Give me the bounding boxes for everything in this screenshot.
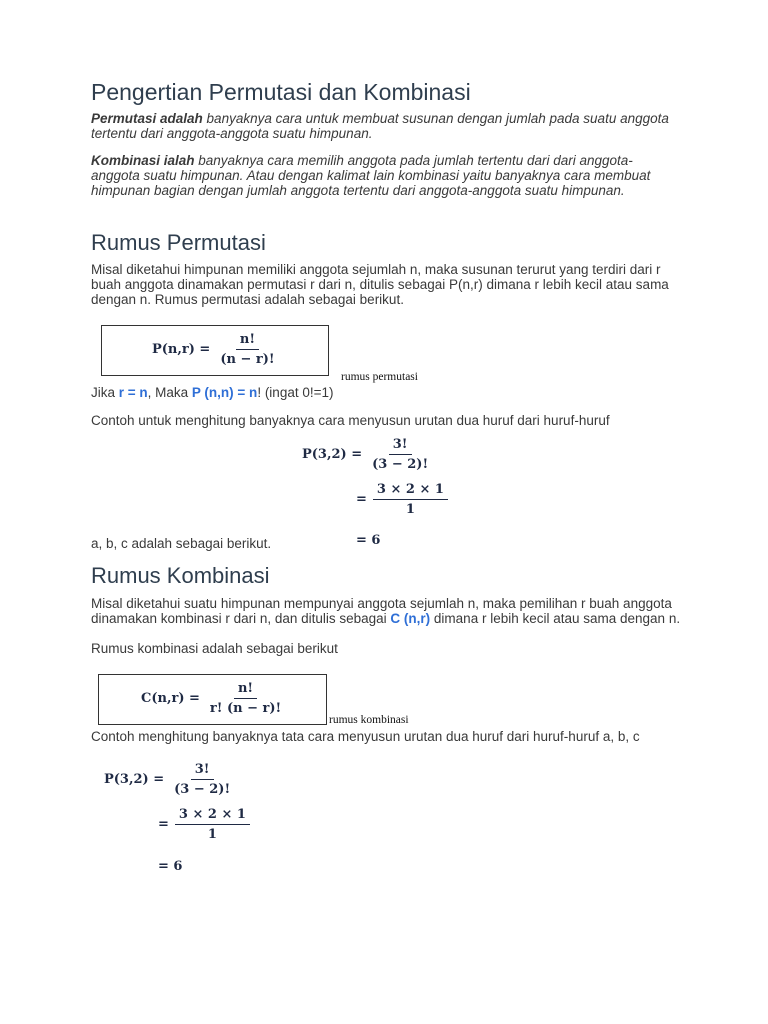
kombinasi-example-numerator-1: 3! [191, 762, 214, 780]
kombinasi-formula-fraction [206, 681, 285, 716]
permutasi-contoh: Contoh untuk menghitung banyaknya cara menyusun urutan dua huruf dari huruf-huruf [91, 413, 610, 428]
permutasi-definition [91, 111, 671, 141]
example-denominator-2: 1 [405, 502, 415, 517]
jika-highlight-2: P (n,n) = n [191, 385, 258, 400]
kombinasi-example-result: = 6 [158, 859, 183, 874]
kombinasi-example-denominator-1: (3 − 2)! [174, 782, 231, 797]
kombinasi-definition [91, 153, 681, 198]
formula-lhs: P(n,r) = [152, 342, 211, 357]
permutasi-text: banyaknya cara untuk membuat susunan dengan jumlah pada suatu anggota tertentu dari anggota-anggota suatu himpunan. [91, 111, 669, 141]
example-fraction-2 [373, 482, 448, 517]
jika-text-3: ! (ingat 0!=1) [257, 385, 334, 400]
kombinasi-example-line-1 [104, 762, 234, 797]
kombinasi-term: Kombinasi ialah [91, 153, 195, 168]
jika-text-1: Jika [91, 385, 119, 400]
kombinasi-formula-lhs: C(n,r) = [141, 691, 200, 706]
permutasi-formula [152, 332, 279, 367]
kombinasi-example-fraction-2 [175, 807, 250, 842]
kombinasi-example-fraction-1 [170, 762, 234, 797]
example-denominator-1: (3 − 2)! [372, 457, 429, 472]
kombinasi-formula-numerator: n! [234, 681, 257, 699]
heading-rumus-kombinasi: Rumus Kombinasi [91, 563, 270, 588]
formula-fraction [216, 332, 278, 367]
page-title: Pengertian Permutasi dan Kombinasi [91, 79, 471, 105]
kombinasi-text: banyaknya cara memilih anggota pada jumlah tertentu dari dari anggota-anggota suatu himpunan. Atau dengan kalimat lain kombinasi yaitu banyaknya cara membuat himpunan bagian dengan jumlah anggota tertentu dari anggota-anggota suatu himpunan. [91, 153, 651, 198]
kombinasi-example-line-2 [158, 807, 250, 842]
kombinasi-formula [141, 681, 285, 716]
jika-line [91, 385, 333, 400]
kombinasi-example-lhs: P(3,2) = [104, 772, 165, 787]
permutasi-caption: rumus permutasi [341, 371, 418, 383]
heading-rumus-permutasi: Rumus Permutasi [91, 230, 266, 255]
permutasi-formula-box [101, 325, 329, 376]
kombinasi-intro-text-a: Misal diketahui suatu himpunan mempunyai anggota sejumlah n, maka pemilihan r buah anggota dinamakan kombinasi r dari n, dan ditulis sebagai [91, 596, 672, 626]
kombinasi-intro-2: Rumus kombinasi adalah sebagai berikut [91, 641, 338, 656]
permutasi-example-result: = 6 [356, 533, 381, 548]
permutasi-example-line-2 [356, 482, 448, 517]
formula-numerator: n! [236, 332, 259, 350]
kombinasi-intro-text-c: dimana r lebih kecil atau sama dengan n. [430, 611, 681, 626]
jika-text-2: , Maka [147, 385, 192, 400]
jika-highlight-1: r = n [118, 385, 148, 400]
formula-denominator: (n − r)! [220, 352, 275, 367]
permutasi-tail: a, b, c adalah sebagai berikut. [91, 536, 272, 551]
kombinasi-formula-box [98, 674, 327, 725]
kombinasi-example-equals: = [158, 817, 169, 832]
permutasi-intro: Misal diketahui himpunan memiliki anggota sejumlah n, maka susunan terurut yang terdiri dari r buah anggota dinamakan permutasi r dari n, ditulis sebagai P(n,r) dimana r lebih kecil atau sama dengan n. Rumus permutasi adalah sebagai berikut. [91, 262, 669, 307]
kombinasi-example-denominator-2: 1 [207, 827, 217, 842]
kombinasi-contoh: Contoh menghitung banyaknya tata cara menyusun urutan dua huruf dari huruf-huruf a, b, c [91, 729, 640, 744]
permutasi-example-line-1 [302, 437, 432, 472]
example-equals: = [356, 492, 367, 507]
example-numerator-1: 3! [389, 437, 412, 455]
example-lhs: P(3,2) = [302, 447, 363, 462]
example-fraction-1 [368, 437, 432, 472]
kombinasi-intro-highlight: C (n,r) [390, 611, 431, 626]
permutasi-term: Permutasi adalah [91, 111, 203, 126]
example-numerator-2: 3 × 2 × 1 [373, 482, 448, 500]
kombinasi-caption: rumus kombinasi [329, 714, 409, 726]
kombinasi-formula-denominator: r! (n − r)! [209, 701, 282, 716]
kombinasi-example-numerator-2: 3 × 2 × 1 [175, 807, 250, 825]
kombinasi-intro [91, 596, 681, 626]
